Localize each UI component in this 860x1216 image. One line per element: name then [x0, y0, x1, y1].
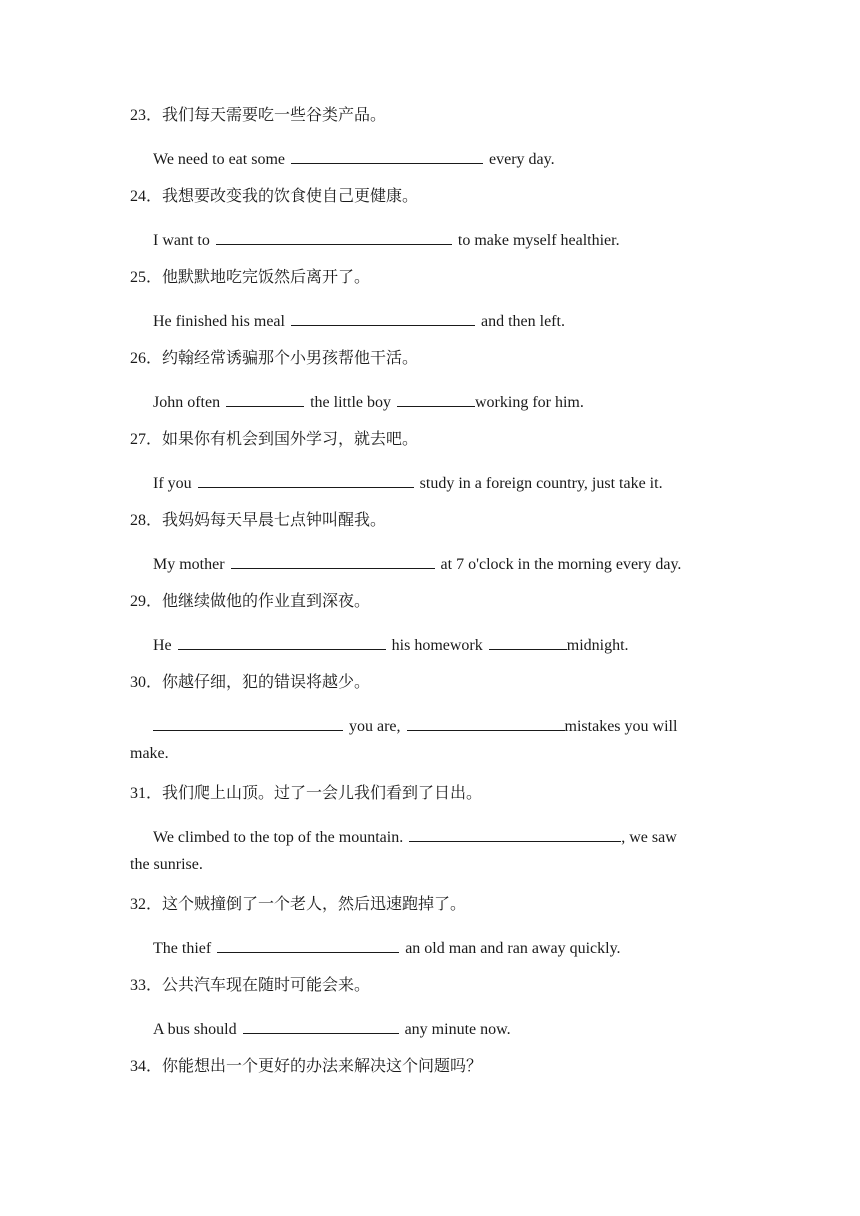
question-23-answer-line [153, 147, 555, 170]
answer-blank[interactable] [216, 228, 452, 245]
answer-blank[interactable] [407, 714, 565, 731]
english-text: My mother [153, 556, 225, 573]
english-text: He finished his meal [153, 313, 285, 330]
answer-blank[interactable] [397, 390, 475, 407]
question-number: 27． [130, 431, 163, 448]
english-text: working for him. [474, 394, 584, 411]
english-text: If you [153, 475, 192, 492]
answer-blank[interactable] [226, 390, 304, 407]
english-text: We climbed to the top of the mountain. [153, 829, 404, 846]
question-29-answer-line [153, 633, 629, 656]
question-31-answer-line [153, 825, 677, 848]
question-31-prompt [130, 784, 482, 804]
english-text: at 7 o'clock in the morning every day. [440, 556, 682, 573]
answer-blank[interactable] [217, 936, 399, 953]
english-text: He [153, 637, 172, 654]
question-27-prompt [130, 430, 418, 450]
chinese-sentence: 我想要改变我的饮食使自己更健康。 [162, 188, 419, 205]
english-text: A bus should [153, 1021, 237, 1038]
english-text: his homework [391, 637, 483, 654]
question-number: 25． [130, 269, 163, 286]
chinese-sentence: 我妈妈每天早晨七点钟叫醒我。 [162, 512, 387, 529]
question-31-answer-continuation [130, 855, 203, 875]
english-text: the sunrise. [130, 856, 203, 873]
answer-blank[interactable] [198, 471, 414, 488]
english-text: mistakes you will [564, 718, 678, 735]
english-text: I want to [153, 232, 210, 249]
english-text: midnight. [566, 637, 629, 654]
question-25-prompt [130, 268, 370, 288]
answer-blank[interactable] [291, 309, 475, 326]
english-text: and then left. [480, 313, 565, 330]
question-33-answer-line [153, 1017, 511, 1040]
english-text: every day. [489, 151, 555, 168]
question-33-prompt [130, 976, 370, 996]
english-text: make. [130, 745, 169, 762]
question-30-answer-line [153, 714, 677, 737]
question-32-answer-line [153, 936, 621, 959]
question-34-prompt [130, 1057, 482, 1077]
answer-blank[interactable] [291, 147, 483, 164]
question-24-prompt [130, 187, 418, 207]
chinese-sentence: 约翰经常诱骗那个小男孩帮他干活。 [162, 350, 419, 367]
english-text: John often [153, 394, 221, 411]
english-text: you are, [349, 718, 401, 735]
question-number: 31． [130, 785, 163, 802]
answer-blank[interactable] [231, 552, 435, 569]
question-30-answer-continuation [130, 744, 169, 764]
chinese-sentence: 这个贼撞倒了一个老人，然后迅速跑掉了。 [162, 896, 467, 913]
english-text: We need to eat some [153, 151, 285, 168]
english-text: the little boy [310, 394, 391, 411]
answer-blank[interactable] [409, 825, 621, 842]
question-28-prompt [130, 511, 386, 531]
answer-blank[interactable] [178, 633, 386, 650]
answer-blank[interactable] [243, 1017, 399, 1034]
chinese-sentence: 我们爬上山顶。过了一会儿我们看到了日出。 [162, 785, 483, 802]
question-28-answer-line [153, 552, 681, 575]
question-number: 23． [130, 107, 163, 124]
chinese-sentence: 我们每天需要吃一些谷类产品。 [162, 107, 387, 124]
chinese-sentence: 他默默地吃完饭然后离开了。 [162, 269, 371, 286]
question-number: 32． [130, 896, 163, 913]
question-number: 30． [130, 674, 163, 691]
english-text: an old man and ran away quickly. [405, 940, 621, 957]
english-text: to make myself healthier. [457, 232, 620, 249]
question-27-answer-line [153, 471, 663, 494]
english-text: The thief [153, 940, 212, 957]
question-26-prompt [130, 349, 418, 369]
english-text: any minute now. [404, 1021, 511, 1038]
english-text: study in a foreign country, just take it. [419, 475, 663, 492]
question-number: 29． [130, 593, 163, 610]
question-30-prompt [130, 673, 370, 693]
chinese-sentence: 你越仔细，犯的错误将越少。 [162, 674, 371, 691]
question-24-answer-line [153, 228, 620, 251]
question-number: 33． [130, 977, 163, 994]
question-26-answer-line [153, 390, 584, 413]
question-number: 34． [130, 1058, 163, 1075]
question-number: 24． [130, 188, 163, 205]
question-29-prompt [130, 592, 370, 612]
question-32-prompt [130, 895, 466, 915]
question-number: 28． [130, 512, 163, 529]
question-25-answer-line [153, 309, 565, 332]
english-text: , we saw [621, 829, 677, 846]
question-23-prompt [130, 106, 386, 126]
chinese-sentence: 他继续做他的作业直到深夜。 [162, 593, 371, 610]
answer-blank[interactable] [153, 714, 343, 731]
question-number: 26． [130, 350, 163, 367]
answer-blank[interactable] [489, 633, 567, 650]
chinese-sentence: 公共汽车现在随时可能会来。 [162, 977, 371, 994]
chinese-sentence: 你能想出一个更好的办法来解决这个问题吗？ [162, 1058, 483, 1075]
chinese-sentence: 如果你有机会到国外学习，就去吧。 [162, 431, 419, 448]
